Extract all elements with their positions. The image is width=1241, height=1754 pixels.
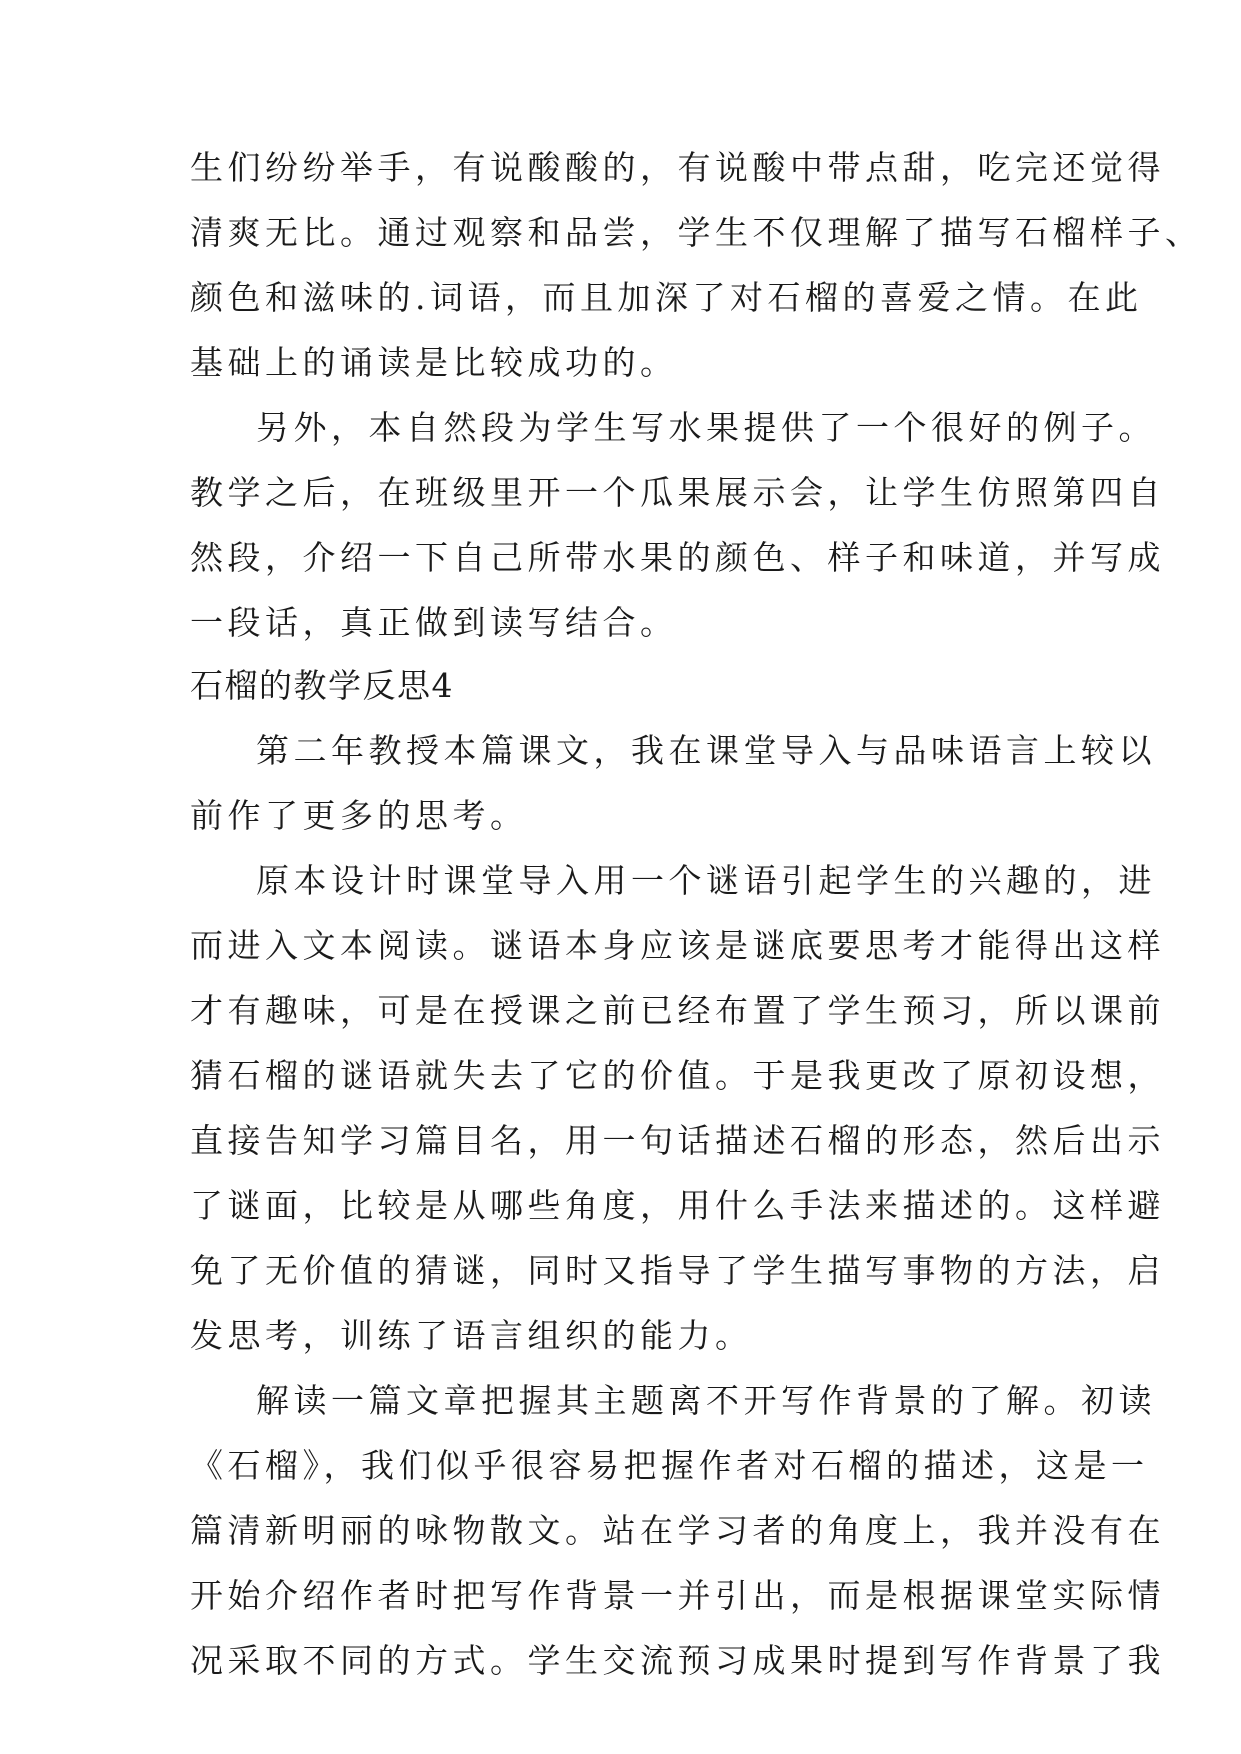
text-line: 生们纷纷举手，有说酸酸的，有说酸中带点甜，吃完还觉得 xyxy=(190,148,1165,187)
paragraph-first-line: 第二年教授本篇课文，我在课堂导入与品味语言上较以 xyxy=(256,731,1156,770)
paragraph-first-line: 另外，本自然段为学生写水果提供了一个很好的例子。 xyxy=(256,408,1156,447)
text-line: 基础上的诵读是比较成功的。 xyxy=(190,343,678,382)
text-line: 免了无价值的猜谜，同时又指导了学生描写事物的方法，启 xyxy=(190,1251,1165,1290)
text-line: 教学之后，在班级里开一个瓜果展示会，让学生仿照第四自 xyxy=(190,473,1165,512)
text-line: 颜色和滋味的.词语，而且加深了对石榴的喜爱之情。在此 xyxy=(190,278,1143,317)
text-line: 了谜面，比较是从哪些角度，用什么手法来描述的。这样避 xyxy=(190,1186,1165,1225)
text-line: 《石榴》，我们似乎很容易把握作者对石榴的描述，这是一 xyxy=(190,1446,1149,1485)
text-line: 发思考，训练了语言组织的能力。 xyxy=(190,1316,753,1355)
text-line: 猜石榴的谜语就失去了它的价值。于是我更改了原初设想， xyxy=(190,1056,1165,1095)
text-line: 况采取不同的方式。学生交流预习成果时提到写作背景了我 xyxy=(190,1641,1165,1680)
text-line: 才有趣味，可是在授课之前已经布置了学生预习，所以课前 xyxy=(190,991,1165,1030)
text-line: 然段，介绍一下自己所带水果的颜色、样子和味道，并写成 xyxy=(190,538,1165,577)
paragraph-first-line: 原本设计时课堂导入用一个谜语引起学生的兴趣的，进 xyxy=(256,861,1156,900)
text-line: 篇清新明丽的咏物散文。站在学习者的角度上，我并没有在 xyxy=(190,1511,1165,1550)
text-line: 清爽无比。通过观察和品尝，学生不仅理解了描写石榴样子、 xyxy=(190,213,1203,252)
text-line: 而进入文本阅读。谜语本身应该是谜底要思考才能得出这样 xyxy=(190,926,1165,965)
text-line: 开始介绍作者时把写作背景一并引出，而是根据课堂实际情 xyxy=(190,1576,1165,1615)
section-heading: 石榴的教学反思4 xyxy=(190,666,454,705)
text-line: 前作了更多的思考。 xyxy=(190,796,528,835)
paragraph-first-line: 解读一篇文章把握其主题离不开写作背景的了解。初读 xyxy=(256,1381,1156,1420)
text-line: 一段话，真正做到读写结合。 xyxy=(190,603,678,642)
text-line: 直接告知学习篇目名，用一句话描述石榴的形态，然后出示 xyxy=(190,1121,1165,1160)
